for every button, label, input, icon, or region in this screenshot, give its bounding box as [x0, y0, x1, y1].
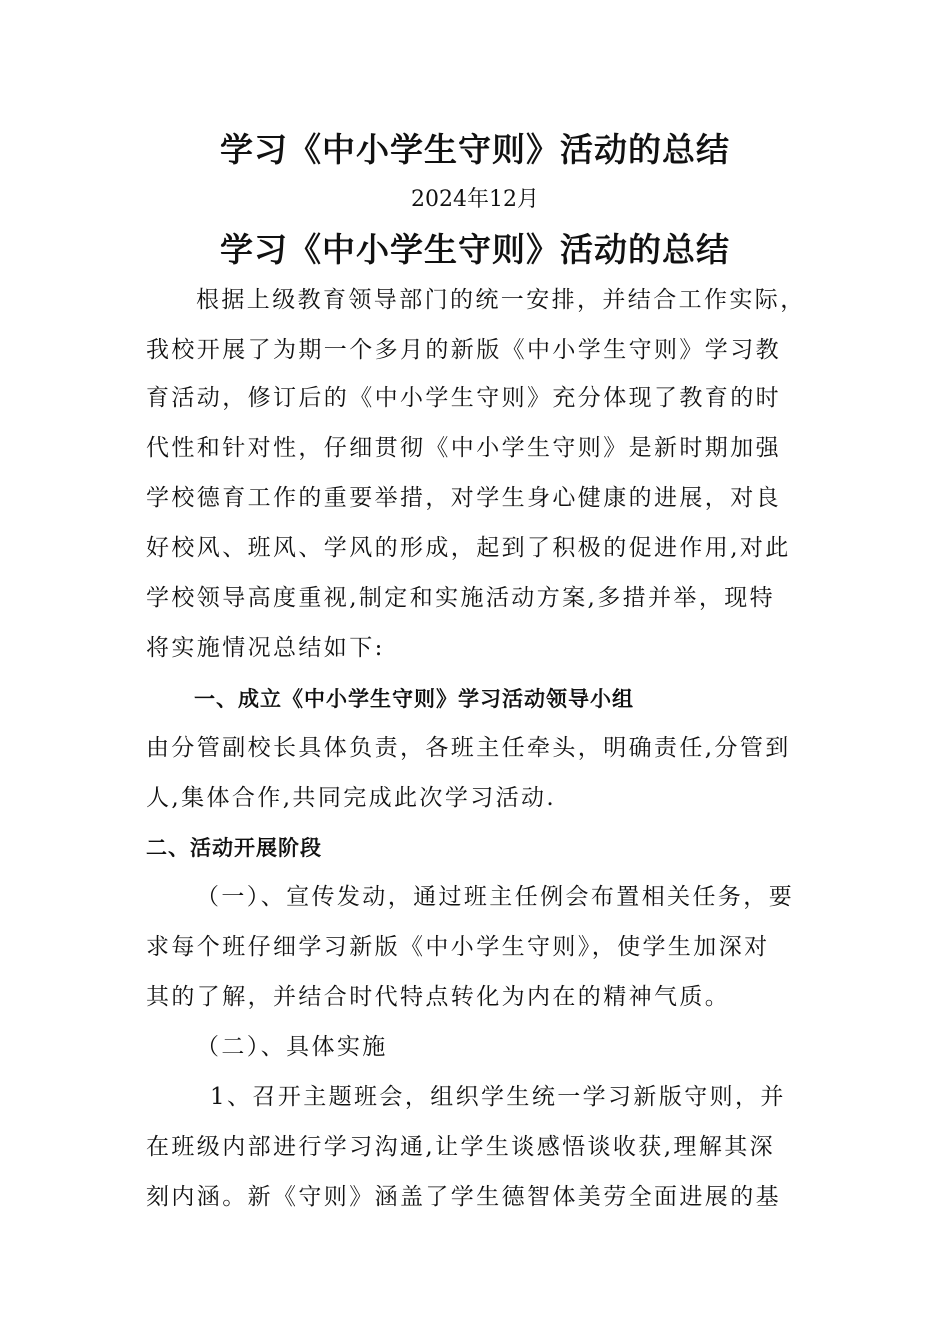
document-date: 2024年12月 [411, 187, 539, 212]
body-line: 刻内涵。新《守则》涵盖了学生德智体美劳全面进展的基 [146, 1184, 781, 1210]
document-title-repeat: 学习《中小学生守则》活动的总结 [220, 230, 730, 269]
document-title: 学习《中小学生守则》活动的总结 [220, 130, 730, 169]
body-line: 根据上级教育领导部门的统一安排，并结合工作实际， [196, 287, 806, 313]
body-line: 其的了解，并结合时代特点转化为内在的精神气质。 [146, 984, 731, 1010]
body-line: 由分管副校长具体负责，各班主任牵头，明确责任,分管到 [146, 735, 791, 761]
body-line: 学校领导高度重视,制定和实施活动方案,多措并举，现特 [146, 585, 776, 611]
body-line: 育活动，修订后的《中小学生守则》充分体现了教育的时 [146, 385, 781, 411]
body-line: 好校风、班风、学风的形成，起到了积极的促进作用,对此 [146, 535, 791, 561]
body-line: （一）、宣传发动，通过班主任例会布置相关任务，要 [196, 884, 795, 910]
body-line: 代性和针对性，仔细贯彻《中小学生守则》是新时期加强 [146, 435, 781, 461]
body-line: 我校开展了为期一个多月的新版《中小学生守则》学习教 [146, 337, 781, 363]
body-line: 学校德育工作的重要举措，对学生身心健康的进展，对良 [146, 485, 781, 511]
body-line: 求每个班仔细学习新版《中小学生守则》，使学生加深对 [146, 934, 770, 960]
body-line: 人,集体合作,共同完成此次学习活动. [146, 785, 557, 811]
subsection-heading: （二）、具体实施 [196, 1034, 388, 1060]
body-line: 将实施情况总结如下: [146, 635, 385, 661]
section-heading: 二、活动开展阶段 [146, 836, 322, 860]
body-line: 1、召开主题班会，组织学生统一学习新版守则，并 [210, 1084, 786, 1110]
body-line: 在班级内部进行学习沟通,让学生谈感悟谈收获,理解其深 [146, 1134, 776, 1160]
section-heading: 一、成立《中小学生守则》学习活动领导小组 [194, 687, 634, 711]
